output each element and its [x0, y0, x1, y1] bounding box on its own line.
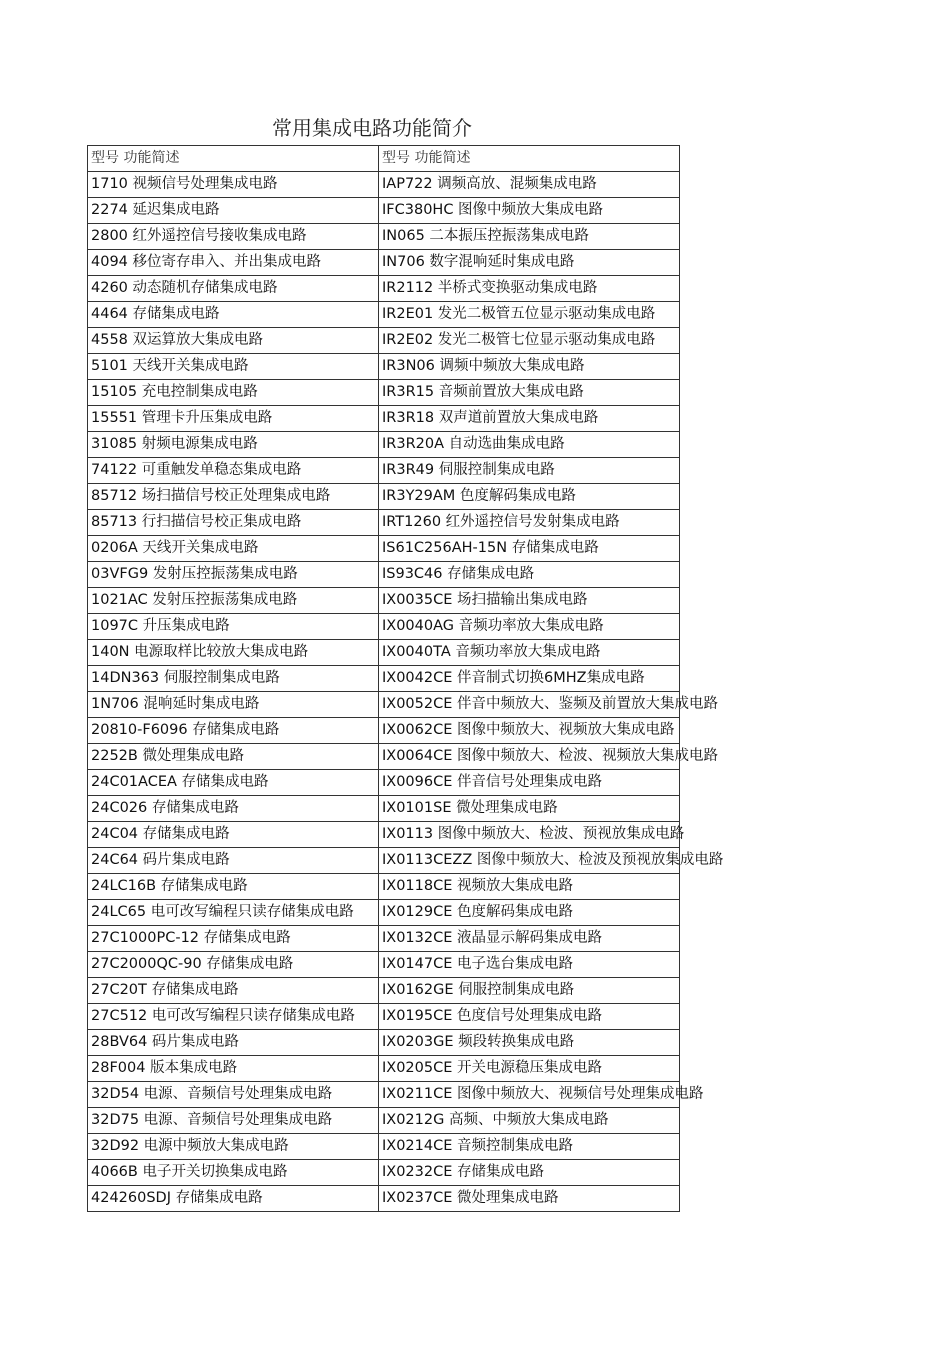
row-cell-left [88, 328, 379, 354]
table-row [88, 1004, 680, 1030]
table-row [88, 510, 680, 536]
cell-text: IR3R49 伺服控制集成电路 [382, 462, 555, 478]
row-cell-left [88, 380, 379, 406]
table-row [88, 1134, 680, 1160]
cell-text: 140N 电源取样比较放大集成电路 [91, 644, 309, 660]
table-row [88, 640, 680, 666]
row-cell-left [88, 926, 379, 952]
table-row [88, 614, 680, 640]
table-row [88, 692, 680, 718]
row-cell-left [88, 614, 379, 640]
cell-text: 2252B 微处理集成电路 [91, 748, 244, 764]
row-cell-right [379, 250, 680, 276]
cell-text: IAP722 调频高放、混频集成电路 [382, 176, 597, 192]
row-cell-right [379, 822, 685, 848]
row-cell-right [379, 1030, 680, 1056]
table-row [88, 1108, 680, 1134]
row-cell-left [88, 978, 379, 1004]
row-cell-right [379, 900, 680, 926]
table-row [88, 1160, 680, 1186]
cell-text: IX0129CE 色度解码集成电路 [382, 904, 574, 920]
header-cell-left: 型号 功能简述 [88, 146, 379, 172]
table-row [88, 874, 680, 900]
cell-text: IX0052CE 伴音中频放大、鉴频及前置放大集成电路 [382, 696, 719, 712]
row-cell-right [379, 276, 680, 302]
table-row [88, 562, 680, 588]
cell-text: 2800 红外遥控信号接收集成电路 [91, 228, 307, 244]
cell-text: IX0214CE 音频控制集成电路 [382, 1138, 574, 1154]
row-cell-left [88, 276, 379, 302]
cell-text: 1710 视频信号处理集成电路 [91, 176, 278, 192]
cell-text: 1097C 升压集成电路 [91, 618, 230, 634]
table-row [88, 770, 680, 796]
row-cell-left [88, 1030, 379, 1056]
table-row [88, 458, 680, 484]
row-cell-right [379, 224, 680, 250]
cell-text: IX0147CE 电子选台集成电路 [382, 956, 574, 972]
cell-text: 1021AC 发射压控振荡集成电路 [91, 592, 298, 608]
cell-text: IS61C256AH-15N 存储集成电路 [382, 540, 599, 556]
cell-text: 4094 移位寄存串入、并出集成电路 [91, 254, 322, 270]
cell-text: IX0113CEZZ 图像中频放大、检波及预视放集成电路 [382, 852, 724, 868]
row-cell-left [88, 562, 379, 588]
row-cell-right [379, 1056, 680, 1082]
row-cell-right [379, 1186, 680, 1212]
row-cell-right [379, 744, 719, 770]
row-cell-right [379, 874, 680, 900]
row-cell-right [379, 562, 680, 588]
row-cell-left [88, 432, 379, 458]
table-row [88, 718, 680, 744]
row-cell-left [88, 848, 379, 874]
row-cell-right [379, 172, 680, 198]
cell-text: IR3R18 双声道前置放大集成电路 [382, 410, 599, 426]
row-cell-right [379, 484, 680, 510]
table-body [88, 146, 724, 1212]
row-cell-right [379, 692, 719, 718]
table-row [88, 588, 680, 614]
cell-text: IX0237CE 微处理集成电路 [382, 1190, 559, 1206]
row-cell-right [379, 718, 680, 744]
cell-text: IS93C46 存储集成电路 [382, 566, 535, 582]
header-cell-right: 型号 功能简述 [379, 146, 680, 172]
row-cell-right [379, 536, 680, 562]
cell-text: 32D92 电源中频放大集成电路 [91, 1138, 289, 1154]
row-cell-right [379, 1082, 704, 1108]
cell-text: 1N706 混响延时集成电路 [91, 696, 260, 712]
row-cell-left [88, 588, 379, 614]
row-cell-right [379, 328, 680, 354]
row-cell-left [88, 536, 379, 562]
table-row [88, 978, 680, 1004]
ic-function-table [87, 145, 724, 1212]
row-cell-right [379, 354, 680, 380]
table-row [88, 952, 680, 978]
row-cell-right [379, 1004, 680, 1030]
cell-text: 28BV64 码片集成电路 [91, 1034, 239, 1050]
cell-text: 4464 存储集成电路 [91, 306, 220, 322]
row-cell-left [88, 744, 379, 770]
cell-text: 24C64 码片集成电路 [91, 852, 230, 868]
table-row [88, 536, 680, 562]
table-row [88, 380, 680, 406]
row-cell-left [88, 354, 379, 380]
table-row [88, 432, 680, 458]
row-cell-right [379, 406, 680, 432]
cell-text: IX0132CE 液晶显示解码集成电路 [382, 930, 603, 946]
row-cell-left [88, 1186, 379, 1212]
table-row [88, 198, 680, 224]
cell-text: IX0042CE 伴音制式切换6MHZ集成电路 [382, 670, 645, 686]
cell-text: 74122 可重触发单稳态集成电路 [91, 462, 302, 478]
cell-text: 24C026 存储集成电路 [91, 800, 239, 816]
row-cell-left [88, 484, 379, 510]
cell-text: 27C2000QC-90 存储集成电路 [91, 956, 294, 972]
row-cell-right [379, 1160, 680, 1186]
cell-text: IN065 二本振压控振荡集成电路 [382, 228, 589, 244]
table-row [88, 900, 680, 926]
cell-text: IX0212G 高频、中频放大集成电路 [382, 1112, 609, 1128]
page-title: 常用集成电路功能简介 [272, 116, 472, 140]
row-cell-right [379, 302, 680, 328]
row-cell-right [379, 926, 680, 952]
cell-text: IX0040TA 音频功率放大集成电路 [382, 644, 601, 660]
cell-text: IX0096CE 伴音信号处理集成电路 [382, 774, 603, 790]
cell-text: IX0062CE 图像中频放大、视频放大集成电路 [382, 722, 675, 738]
row-cell-right [379, 640, 680, 666]
cell-text: IR3R15 音频前置放大集成电路 [382, 384, 584, 400]
row-cell-left [88, 640, 379, 666]
row-cell-left [88, 692, 379, 718]
table-row [88, 666, 680, 692]
cell-text: IX0035CE 场扫描输出集成电路 [382, 592, 588, 608]
cell-text: IR3Y29AM 色度解码集成电路 [382, 488, 576, 504]
row-cell-left [88, 224, 379, 250]
row-cell-right [379, 978, 680, 1004]
table-row [88, 406, 680, 432]
cell-text: IX0064CE 图像中频放大、检波、视频放大集成电路 [382, 748, 719, 764]
cell-text: 424260SDJ 存储集成电路 [91, 1190, 263, 1206]
table-row [88, 224, 680, 250]
cell-text: 0206A 天线开关集成电路 [91, 540, 259, 556]
cell-text: 14DN363 伺服控制集成电路 [91, 670, 280, 686]
cell-text: IN706 数字混响延时集成电路 [382, 254, 575, 270]
row-cell-left [88, 952, 379, 978]
cell-text: 4066B 电子开关切换集成电路 [91, 1164, 288, 1180]
cell-text: 20810-F6096 存储集成电路 [91, 722, 280, 738]
table-row [88, 328, 680, 354]
row-cell-left [88, 458, 379, 484]
row-cell-right [379, 666, 680, 692]
table-row [88, 172, 680, 198]
row-cell-left [88, 510, 379, 536]
row-cell-left [88, 1082, 379, 1108]
cell-text: 4260 动态随机存储集成电路 [91, 280, 278, 296]
row-cell-right [379, 1108, 680, 1134]
cell-text: IX0162GE 伺服控制集成电路 [382, 982, 575, 998]
table-row [88, 250, 680, 276]
row-cell-left [88, 666, 379, 692]
cell-text: IR3R20A 自动选曲集成电路 [382, 436, 565, 452]
table-row [88, 1082, 680, 1108]
cell-text: 4558 双运算放大集成电路 [91, 332, 264, 348]
cell-text: 03VFG9 发射压控振荡集成电路 [91, 566, 298, 582]
row-cell-right [379, 510, 680, 536]
cell-text: IX0211CE 图像中频放大、视频信号处理集成电路 [382, 1086, 704, 1102]
row-cell-left [88, 1056, 379, 1082]
cell-text: 2274 延迟集成电路 [91, 202, 220, 218]
cell-text: 15105 充电控制集成电路 [91, 384, 258, 400]
row-cell-right [379, 588, 680, 614]
row-cell-left [88, 822, 379, 848]
cell-text: 24C01ACEA 存储集成电路 [91, 774, 269, 790]
cell-text: IR2112 半桥式变换驱动集成电路 [382, 280, 598, 296]
cell-text: 28F004 版本集成电路 [91, 1060, 238, 1076]
cell-text: IR2E02 发光二极管七位显示驱动集成电路 [382, 332, 656, 348]
cell-text: IX0205CE 开关电源稳压集成电路 [382, 1060, 603, 1076]
cell-text: IX0232CE 存储集成电路 [382, 1164, 545, 1180]
row-cell-right [379, 848, 724, 874]
cell-text: 32D75 电源、音频信号处理集成电路 [91, 1112, 333, 1128]
cell-text: IRT1260 红外遥控信号发射集成电路 [382, 514, 620, 530]
row-cell-left [88, 718, 379, 744]
cell-text: IX0040AG 音频功率放大集成电路 [382, 618, 604, 634]
cell-text: IX0101SE 微处理集成电路 [382, 800, 558, 816]
row-cell-right [379, 770, 680, 796]
cell-text: IX0118CE 视频放大集成电路 [382, 878, 574, 894]
table-row [88, 744, 680, 770]
row-cell-left [88, 302, 379, 328]
table-row [88, 848, 680, 874]
row-cell-right [379, 614, 680, 640]
cell-text: 24LC65 电可改写编程只读存储集成电路 [91, 904, 354, 920]
cell-text: IX0203GE 频段转换集成电路 [382, 1034, 575, 1050]
cell-text: 85712 场扫描信号校正处理集成电路 [91, 488, 331, 504]
cell-text: 24C04 存储集成电路 [91, 826, 230, 842]
cell-text: 24LC16B 存储集成电路 [91, 878, 248, 894]
cell-text: 15551 管理卡升压集成电路 [91, 410, 273, 426]
row-cell-left [88, 874, 379, 900]
row-cell-left [88, 198, 379, 224]
row-cell-left [88, 1160, 379, 1186]
row-cell-right [379, 796, 680, 822]
table-row [88, 302, 680, 328]
row-cell-right [379, 458, 680, 484]
cell-text: 27C1000PC-12 存储集成电路 [91, 930, 291, 946]
table-row [88, 1186, 680, 1212]
row-cell-left [88, 1134, 379, 1160]
row-cell-left [88, 796, 379, 822]
row-cell-left [88, 900, 379, 926]
cell-text: 31085 射频电源集成电路 [91, 436, 258, 452]
row-cell-left [88, 770, 379, 796]
cell-text: 27C20T 存储集成电路 [91, 982, 239, 998]
row-cell-left [88, 172, 379, 198]
row-cell-left [88, 1004, 379, 1030]
row-cell-right [379, 380, 680, 406]
row-cell-left [88, 250, 379, 276]
row-cell-right [379, 198, 680, 224]
cell-text: IX0195CE 色度信号处理集成电路 [382, 1008, 603, 1024]
table-row [88, 926, 680, 952]
table-row [88, 1056, 680, 1082]
cell-text: IFC380HC 图像中频放大集成电路 [382, 202, 604, 218]
table-header-row [88, 146, 680, 172]
table-row [88, 276, 680, 302]
cell-text: 32D54 电源、音频信号处理集成电路 [91, 1086, 333, 1102]
table-row [88, 796, 680, 822]
table-row [88, 1030, 680, 1056]
row-cell-right [379, 1134, 680, 1160]
table-row [88, 822, 680, 848]
row-cell-right [379, 952, 680, 978]
cell-text: IR2E01 发光二极管五位显示驱动集成电路 [382, 306, 656, 322]
cell-text: 27C512 电可改写编程只读存储集成电路 [91, 1008, 355, 1024]
cell-text: IR3N06 调频中频放大集成电路 [382, 358, 585, 374]
row-cell-right [379, 432, 680, 458]
table-row [88, 484, 680, 510]
row-cell-left [88, 1108, 379, 1134]
cell-text: 5101 天线开关集成电路 [91, 358, 249, 374]
cell-text: IX0113 图像中频放大、检波、预视放集成电路 [382, 826, 685, 842]
table-row [88, 354, 680, 380]
cell-text: 85713 行扫描信号校正集成电路 [91, 514, 302, 530]
row-cell-left [88, 406, 379, 432]
